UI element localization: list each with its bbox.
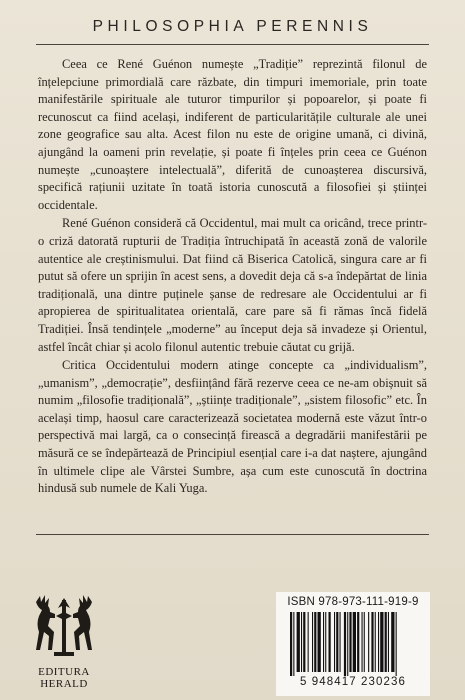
blurb-text (38, 56, 427, 499)
barcode-bar (303, 612, 305, 672)
barcode-bar (297, 612, 300, 672)
barcode-panel (276, 592, 430, 696)
barcode-bar (340, 612, 341, 672)
series-title: PHILOSOPHIA PERENNIS (92, 18, 373, 35)
isbn-text: ISBN 978-973-111-919-9 (287, 596, 419, 608)
barcode-bar (325, 612, 326, 672)
barcode-bar (391, 612, 394, 672)
barcode-bar (323, 612, 324, 672)
barcode-bar (290, 612, 292, 676)
barcode-bar (347, 612, 348, 676)
barcode-bar (344, 612, 346, 676)
barcode-bar (301, 612, 302, 672)
barcode-bar (329, 612, 331, 672)
publisher-line-2: HERALD (40, 678, 88, 690)
barcode-bar (380, 612, 383, 672)
blurb-paragraph-2: René Guénon consideră că Occidentul, mai mult ca oricând, trece printr-o criză datorată rupturii de Tradiția întruchipată în această zonă de valorile autentice ale creștinismului. Dat fiind că Biserica Catolică, singura care ar fi putut să ofere un sprijin în acest sens, a dovedit deja că s-a îndepărtat de linia tradițională, una dintre puținele șanse de redresare ale Occidentului ar fi apropierea de spiritualitatea orientală, care pare să fi rămas încă fidelă Tradiției. Însă tendințele „moderne” au început deja să invadeze și Orientul, astfel încât chiar și acolo filonul autentic trebuie căutat cu grijă. (38, 216, 427, 354)
publisher-line-1: EDITURA (38, 666, 90, 678)
barcode-bar (318, 612, 321, 672)
blurb-paragraph-1: Ceea ce René Guénon numește „Tradiție” reprezintă filonul de înțelepciune primordială care răzbate, din timpuri imemoriale, prin toate manifestările spirituale ale tuturor timpurilor și popoarelor, și poate fi recunoscut ca fiind același, indiferent de particularitățile culturale ale unei zone geografice sau alta. Acest filon nu este de origine umană, ci divină, ajungând la oameni prin revelație, și poate fi înțeles prin ceea ce Guénon numește „cunoaștere intelectuală”, diferită de cunoașterea discursivă, specifică rațiunii uzitate în toată istoria cunoscută a filosofiei și științei occidentale. (38, 57, 427, 212)
barcode-bar (368, 612, 369, 672)
barcode-bar (362, 612, 363, 672)
barcode-bar (336, 612, 338, 672)
bottom-rule (36, 534, 429, 535)
barcode-bar (371, 612, 373, 672)
barcode-bar (349, 612, 351, 672)
barcode-bar (293, 612, 294, 676)
barcode-bar (312, 612, 313, 672)
top-rule (36, 44, 429, 45)
barcode-bar (334, 612, 335, 672)
barcode-bar (308, 612, 309, 672)
barcode-bar (353, 612, 356, 672)
barcode-bar (314, 612, 316, 672)
barcode-bar (388, 612, 389, 672)
barcode-digits: 5 948417 230236 (299, 676, 407, 688)
barcode-bar (357, 612, 359, 672)
barcode-bar (375, 612, 376, 672)
barcode-icon (288, 612, 418, 676)
barcode-bar (364, 612, 365, 672)
blurb-paragraph-3: Critica Occidentului modern atinge concepte ca „individualism”, „umanism”, „democrație”, desființând fără rezerve ceea ce ne-am obișnuit să numim „filosofie tradițională”, „științe tradiționale”, „sistem filosofic” etc. În același timp, haosul care caracterizează societatea modernă este văzut într-o perspectivă mai largă, ca o consecință firească a degradării manifestării pe măsură ce se îndepărtează de Principiul esențial care i-a dat naștere, ajungând în ultimele clipe ale Vârstei Sumbre, așa cum este cunoscută în doctrina hindusă sub numele de Kali Yuga. (38, 358, 427, 496)
publisher-name (28, 666, 100, 690)
barcode-bar (378, 612, 379, 672)
barcode-bar (396, 612, 397, 676)
barcode-bar (385, 612, 387, 672)
twin-deer-emblem-icon (28, 592, 100, 664)
